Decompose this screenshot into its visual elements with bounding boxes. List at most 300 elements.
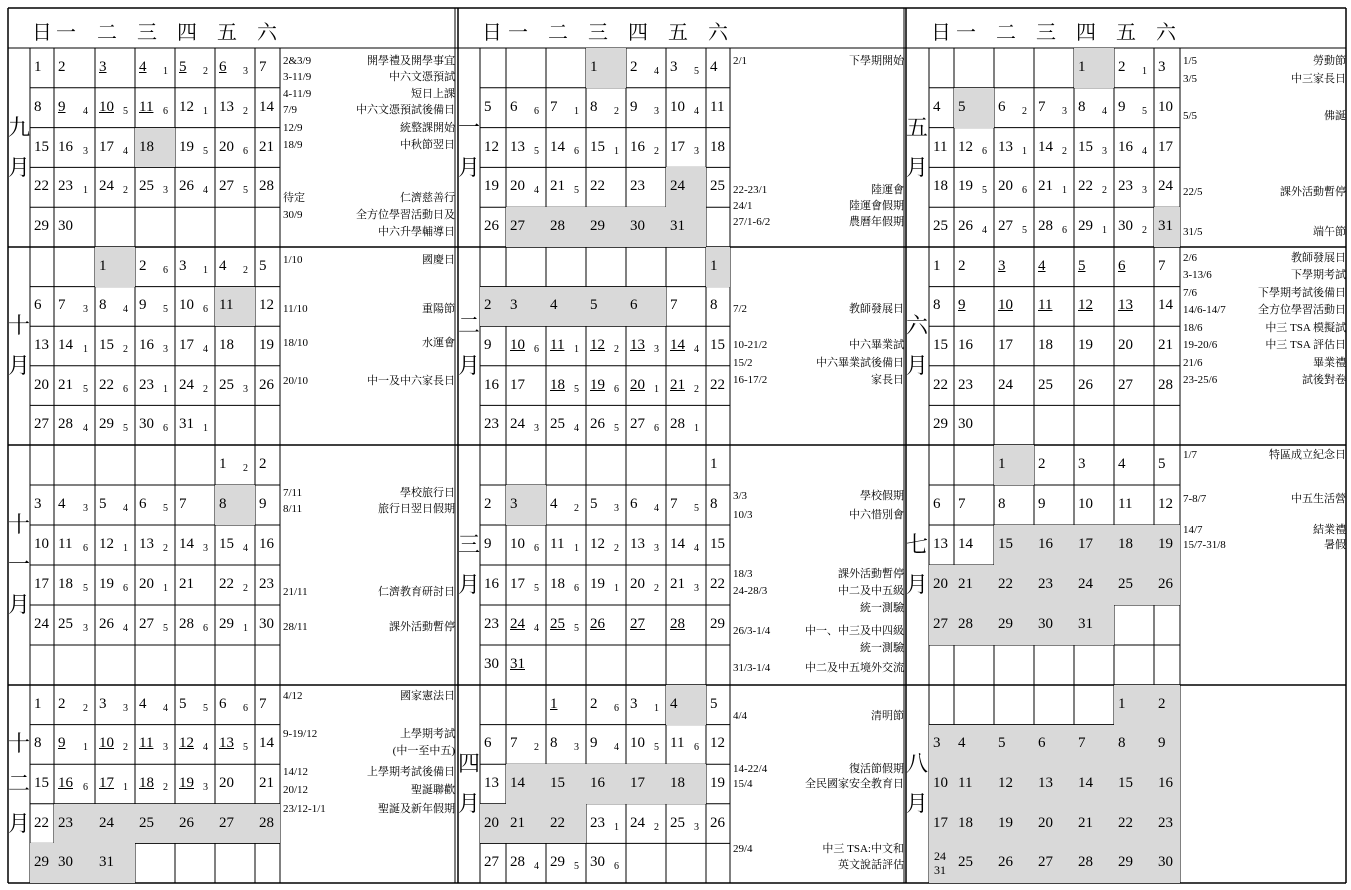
event-title: 畢業禮	[1313, 357, 1346, 369]
weekday-header: 日	[931, 22, 951, 44]
event-title: 佛誕	[1324, 110, 1346, 122]
day-number: 4	[219, 257, 227, 274]
day-number: 4	[1118, 456, 1126, 472]
day-number: 11	[139, 98, 154, 115]
cycle-day: 3	[1062, 105, 1067, 117]
day-number: 20	[219, 775, 234, 791]
day-number: 25	[958, 854, 973, 871]
event-date: 14/7	[1183, 524, 1203, 536]
cycle-day: 5	[243, 742, 248, 754]
weekday-header: 三	[588, 22, 608, 44]
cycle-day: 1	[203, 264, 208, 276]
event-date: 15/2	[733, 357, 753, 369]
day-number: 23	[259, 576, 274, 592]
event-date: 22-23/1	[733, 184, 768, 196]
event-title: 上學期考試後備日	[367, 766, 455, 778]
day-number: 30	[58, 854, 73, 871]
day-number: 7	[1158, 257, 1166, 274]
event-date: 20/10	[283, 375, 309, 387]
event-date: 2&3/9	[283, 55, 312, 67]
day-number: 24	[998, 376, 1013, 393]
event-date: 待定	[283, 192, 305, 204]
day-number: 28	[1158, 376, 1173, 393]
day-number: 8	[1118, 735, 1126, 752]
cycle-day: 5	[694, 65, 699, 77]
day-number: 25	[1038, 376, 1053, 393]
cycle-day: 3	[163, 344, 168, 355]
day-number: 4	[933, 98, 941, 115]
day-number: 30	[484, 656, 499, 672]
cycle-day: 6	[203, 623, 208, 634]
cycle-day: 3	[614, 503, 619, 514]
day-number: 26	[259, 376, 274, 393]
day-number: 27	[1118, 376, 1133, 393]
cycle-day: 3	[83, 503, 88, 514]
cycle-day: 4	[1102, 105, 1107, 117]
cycle-day: 6	[163, 264, 168, 276]
day-number: 29	[219, 616, 234, 632]
day-number: 30	[259, 616, 274, 632]
weekday-header: 四	[1076, 22, 1096, 44]
event-title: 課外活動暫停	[838, 568, 904, 580]
day-number: 5	[484, 98, 492, 115]
event-title: 課外活動暫停	[1280, 186, 1346, 198]
event-date: 27/1-6/2	[733, 216, 771, 228]
day-number: 3	[998, 257, 1006, 274]
event-title: 清明節	[871, 710, 904, 722]
weekday-header: 日	[32, 22, 52, 44]
month-name-char: 二	[8, 771, 31, 796]
cycle-day: 5	[1022, 225, 1027, 237]
event-title: 下學期開始	[849, 55, 904, 67]
day-number: 17	[34, 576, 49, 592]
cycle-day: 2	[243, 264, 248, 276]
event-title: 聖誕及新年假期	[378, 803, 455, 815]
day-number: 3	[670, 58, 678, 75]
cycle-day: 2	[123, 344, 128, 355]
cycle-day: 5	[574, 623, 579, 634]
day-number: 24	[1158, 178, 1173, 195]
weekday-header: 一	[956, 22, 976, 44]
day-number: 24	[99, 814, 114, 831]
cycle-day: 6	[83, 782, 88, 793]
month-name-char: 六	[906, 313, 929, 338]
day-number: 12	[179, 735, 194, 752]
cycle-day: 4	[654, 503, 659, 514]
day-number: 14	[1038, 138, 1053, 155]
day-number: 8	[34, 735, 42, 752]
cycle-day: 5	[163, 503, 168, 514]
day-number: 17	[998, 337, 1013, 353]
day-number: 25	[139, 814, 154, 831]
day-number: 17	[510, 376, 525, 393]
day-number: 23	[58, 814, 73, 831]
day-number: 8	[219, 496, 227, 512]
day-number: 13	[630, 536, 645, 552]
cycle-day: 3	[654, 344, 659, 355]
day-number: 22	[1118, 814, 1133, 831]
event-title: 中五生活營	[1291, 493, 1346, 505]
cycle-day: 2	[1062, 145, 1067, 157]
day-number: 16	[259, 536, 274, 552]
cycle-day: 6	[243, 145, 248, 157]
event-title: 仁濟慈善行	[400, 192, 455, 204]
day-number: 26	[590, 416, 605, 433]
event-date: 31/5	[1183, 226, 1203, 238]
day-number: 30	[630, 218, 645, 235]
day-number: 20	[998, 178, 1013, 195]
cycle-day: 1	[614, 145, 619, 157]
weekday-header: 日	[482, 22, 502, 44]
month-name	[458, 108, 480, 188]
day-number: 29	[34, 854, 49, 871]
event-date: 8/11	[283, 503, 303, 515]
event-title: 仁濟教育研討日	[378, 586, 455, 598]
day-number: 5	[1158, 456, 1166, 472]
cycle-day: 3	[203, 782, 208, 793]
cycle-day: 2	[1102, 185, 1107, 197]
day-number: 9	[1118, 98, 1126, 115]
cycle-day: 4	[123, 623, 128, 634]
day-number: 24	[510, 416, 525, 433]
cycle-day: 1	[1102, 225, 1107, 237]
day-number: 21	[958, 576, 973, 592]
event-date: 7/11	[283, 487, 303, 499]
event-title: 旅行日翌日假期	[378, 503, 455, 515]
day-number: 16	[958, 337, 973, 353]
day-number: 13	[219, 98, 234, 115]
cycle-day: 3	[123, 702, 128, 714]
day-number: 14	[58, 337, 73, 353]
cycle-day: 2	[614, 543, 619, 554]
event-title: 英文說話評估	[838, 859, 904, 871]
day-number: 12	[179, 98, 194, 115]
day-number: 26	[484, 218, 499, 235]
event-title: 中六畢業試後備日	[816, 357, 904, 369]
event-title: 教師發展日	[849, 303, 904, 315]
day-number: 12	[710, 735, 725, 752]
event-date: 24-28/3	[733, 585, 768, 597]
day-number: 15	[590, 138, 605, 155]
day-number: 30	[590, 854, 605, 871]
day-number: 18	[550, 376, 565, 393]
weekday-header: 二	[996, 22, 1016, 44]
day-number: 25	[139, 178, 154, 195]
cycle-day: 3	[1102, 145, 1107, 157]
day-number: 9	[139, 297, 147, 314]
day-number: 10	[1158, 98, 1173, 115]
event-date: 7-8/7	[1183, 493, 1207, 505]
day-number: 16	[630, 138, 645, 155]
month-name-char: 月	[906, 572, 929, 597]
event-date: 7/6	[1183, 287, 1198, 299]
day-number: 17	[1158, 138, 1173, 155]
cycle-day: 4	[243, 543, 248, 554]
day-number: 5	[590, 496, 598, 512]
day-number: 12	[1078, 297, 1093, 314]
day-number: 2	[590, 695, 598, 712]
day-number: 29	[550, 854, 565, 871]
cycle-day: 4	[123, 304, 128, 316]
day-number: 27	[34, 416, 49, 433]
day-number: 16	[1038, 536, 1053, 552]
day-number: 16	[58, 775, 73, 791]
cycle-day: 5	[574, 185, 579, 197]
day-number: 17	[99, 775, 114, 791]
cycle-day: 4	[614, 742, 619, 754]
cycle-day: 4	[203, 185, 208, 197]
day-number: 8	[998, 496, 1006, 512]
day-number: 7	[670, 297, 678, 314]
day-number: 28	[259, 814, 274, 831]
day-number: 14	[670, 337, 685, 353]
day-number: 10	[510, 536, 525, 552]
day-number: 10	[933, 775, 948, 791]
day-number: 1	[34, 58, 42, 75]
day-number: 9	[958, 297, 966, 314]
day-number: 14	[259, 735, 274, 752]
day-number: 15	[34, 775, 49, 791]
event-date: 2/6	[1183, 252, 1198, 264]
day-number: 13	[1038, 775, 1053, 791]
day-number: 21	[58, 376, 73, 393]
day-number: 6	[1118, 257, 1126, 274]
day-number: 19	[590, 576, 605, 592]
cycle-day: 3	[163, 185, 168, 197]
day-number: 26	[99, 616, 114, 632]
day-number: 1	[590, 58, 598, 75]
day-number: 28	[958, 616, 973, 632]
event-title: 水運會	[422, 337, 455, 349]
day-number: 31	[179, 416, 194, 433]
event-date: 3/3	[733, 490, 748, 502]
event-title: 下學期考試	[1291, 269, 1346, 281]
month-name-char: 五	[906, 114, 929, 140]
month-name	[458, 525, 480, 605]
day-number: 27	[998, 218, 1013, 235]
day-number: 4	[550, 297, 558, 314]
cycle-day: 4	[83, 105, 88, 117]
day-number: 31	[1158, 218, 1173, 235]
day-number: 23	[1038, 576, 1053, 592]
day-number: 10	[998, 297, 1013, 314]
day-number: 7	[1038, 98, 1046, 115]
day-number: 23	[484, 616, 499, 632]
weekday-header: 二	[97, 22, 117, 44]
cycle-day: 6	[534, 543, 539, 554]
cycle-day: 5	[574, 861, 579, 873]
month-name	[8, 505, 30, 625]
cycle-day: 6	[574, 583, 579, 594]
cycle-day: 1	[123, 782, 128, 793]
cycle-day: 1	[574, 344, 579, 355]
day-number: 31	[1078, 616, 1093, 632]
day-number: 16	[139, 337, 154, 353]
day-number: 10	[179, 297, 194, 314]
day-number: 2	[58, 58, 66, 75]
day-number: 11	[1038, 297, 1053, 314]
month-name-char: 十	[8, 731, 31, 756]
event-title: 試後對卷	[1302, 374, 1346, 386]
cycle-day: 2	[534, 742, 539, 754]
cycle-day: 3	[163, 742, 168, 754]
day-number: 12	[1158, 496, 1173, 512]
cycle-day: 4	[534, 623, 539, 634]
day-number: 26	[1078, 376, 1093, 393]
day-number: 10	[510, 337, 525, 353]
day-number: 2	[58, 695, 66, 712]
day-number: 2	[484, 496, 492, 512]
day-number: 8	[590, 98, 598, 115]
day-number: 19	[1158, 536, 1173, 552]
day-number: 1	[1118, 695, 1126, 712]
cycle-day: 4	[694, 105, 699, 117]
day-number: 12	[998, 775, 1013, 791]
event-date: 4/4	[733, 710, 748, 722]
event-title: 統一測驗	[860, 602, 904, 614]
event-title: 重陽節	[422, 303, 455, 315]
event-title: 下學期考試後備日	[1258, 287, 1346, 299]
cycle-day: 2	[1022, 105, 1027, 117]
day-number: 3	[99, 695, 107, 712]
day-number: 26	[590, 616, 605, 632]
event-title: 中二及中五境外交流	[805, 662, 904, 674]
day-number: 15	[710, 536, 725, 552]
day-number: 31	[670, 218, 685, 235]
day-number: 20	[139, 576, 154, 592]
cycle-day: 5	[243, 185, 248, 197]
month-name	[8, 108, 30, 188]
day-number: 30	[1118, 218, 1133, 235]
cycle-day: 2	[1142, 225, 1147, 237]
day-number: 4	[710, 58, 718, 75]
day-number: 4	[58, 496, 66, 512]
day-number: 21	[259, 138, 274, 155]
day-number: 4	[139, 58, 147, 75]
cycle-day: 6	[163, 105, 168, 117]
day-number: 17	[933, 814, 948, 831]
day-number: 19	[1078, 337, 1093, 353]
event-date: 4/12	[283, 690, 303, 702]
month-name-char: 月	[458, 353, 481, 378]
cycle-day: 1	[1062, 185, 1067, 197]
day-number: 21	[259, 775, 274, 791]
event-date: 3/5	[1183, 73, 1198, 85]
day-number: 25	[1118, 576, 1133, 592]
month-name-char: 月	[8, 811, 31, 836]
day-number: 29	[998, 616, 1013, 632]
event-date: 12/9	[283, 122, 303, 134]
day-number: 21	[1158, 337, 1173, 353]
day-number: 4	[1038, 257, 1046, 274]
cycle-day: 2	[163, 782, 168, 793]
cycle-day: 5	[163, 623, 168, 634]
day-number: 5	[179, 695, 187, 712]
cycle-day: 3	[654, 105, 659, 117]
day-number: 5	[710, 695, 718, 712]
event-title: 教師發展日	[1291, 252, 1346, 264]
cycle-day: 3	[574, 742, 579, 754]
day-number: 27	[630, 616, 645, 632]
day-number: 20	[484, 814, 499, 831]
day-number: 9	[58, 98, 66, 115]
day-number: 20	[1038, 814, 1053, 831]
weekday-header: 三	[1036, 22, 1056, 44]
day-number: 6	[1038, 735, 1046, 752]
event-title: 全方位學習活動日	[1258, 304, 1346, 316]
day-number: 6	[34, 297, 42, 314]
cycle-day: 2	[123, 742, 128, 754]
day-number: 9	[590, 735, 598, 752]
cycle-day: 2	[694, 383, 699, 395]
event-title: 陸運會	[871, 184, 904, 196]
day-number: 5	[958, 98, 966, 115]
day-number: 21	[670, 576, 685, 592]
event-title: 學校旅行日	[400, 487, 455, 499]
cycle-day: 4	[574, 423, 579, 435]
day-number: 11	[958, 775, 973, 791]
cycle-day: 5	[654, 742, 659, 754]
day-number: 10	[670, 98, 685, 115]
event-title: 中一、中三及中四級	[805, 625, 904, 637]
day-number: 1	[99, 257, 107, 274]
day-number: 15	[99, 337, 114, 353]
day-number: 25	[58, 616, 73, 632]
day-number: 21	[1078, 814, 1093, 831]
cycle-day: 5	[574, 383, 579, 395]
cycle-day: 1	[574, 543, 579, 554]
day-number: 6	[219, 58, 227, 75]
day-number: 4	[139, 695, 147, 712]
event-date: 1/7	[1183, 449, 1198, 461]
weekday-header: 五	[668, 22, 688, 44]
day-number: 13	[933, 536, 948, 552]
event-title: 復活節假期	[849, 763, 904, 775]
day-number: 30	[1038, 616, 1053, 632]
cycle-day: 2	[654, 145, 659, 157]
event-date: 16-17/2	[733, 374, 768, 386]
day-number: 22	[99, 376, 114, 393]
event-title: 中秋節翌日	[400, 139, 455, 151]
cycle-day: 5	[123, 105, 128, 117]
event-date: 19-20/6	[1183, 339, 1218, 351]
cycle-day: 2	[614, 105, 619, 117]
day-number: 7	[958, 496, 966, 512]
weekday-header: 六	[708, 22, 728, 44]
day-number: 9	[1158, 735, 1166, 752]
weekday-header: 五	[1116, 22, 1136, 44]
cycle-day: 4	[203, 742, 208, 754]
cycle-day: 2	[203, 65, 208, 77]
event-title: 暑假	[1324, 539, 1346, 551]
day-number: 7	[510, 735, 518, 752]
day-number: 27	[139, 616, 154, 632]
day-number: 30	[1158, 854, 1173, 871]
event-title: 統整課開始	[400, 122, 455, 134]
cycle-day: 2	[654, 821, 659, 833]
cycle-day: 5	[163, 304, 168, 316]
event-title: 中六畢業試	[849, 339, 904, 351]
day-number: 8	[710, 496, 718, 512]
event-date: 18/3	[733, 568, 753, 580]
day-number: 15	[710, 337, 725, 353]
day-number: 21	[550, 178, 565, 195]
cycle-day: 6	[123, 583, 128, 594]
day-number: 22	[590, 178, 605, 195]
day-number: 18	[1118, 536, 1133, 552]
day-number: 6	[139, 496, 147, 512]
cycle-day: 2	[614, 344, 619, 355]
